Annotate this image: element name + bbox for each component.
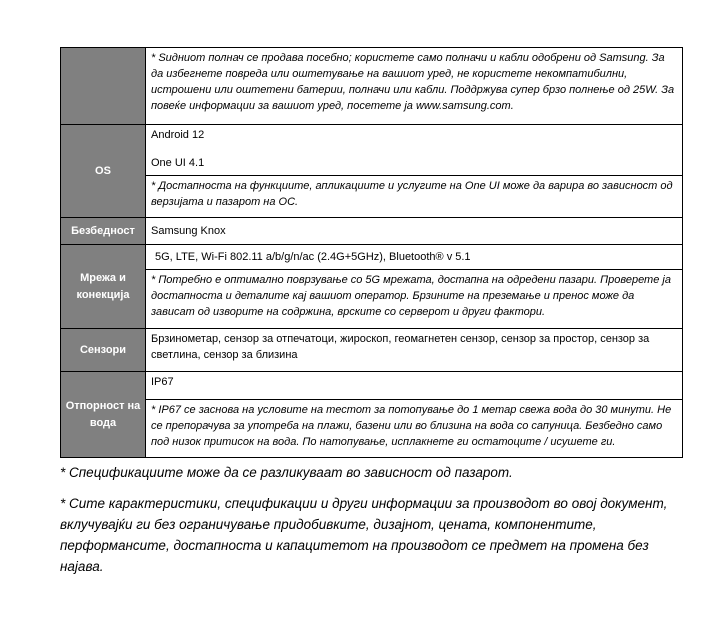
footnotes xyxy=(60,462,690,587)
security-label: Безбедност xyxy=(61,218,146,245)
water-note-row xyxy=(61,400,683,458)
os-label: OS xyxy=(61,125,146,218)
footnote-disclaimer: * Сите карактеристики, спецификации и други информации за производот во овој документ, вклучувајќи ги без ограничување придобивките, дизајнот, цената, компонентите, перформансите, достапноста и капацитетот на производот се предмет на промена без најава. xyxy=(60,496,668,574)
charger-note: * Ѕидниот полнач се продава посебно; користете само полначи и кабли одобрени од Samsung. За да избегнете повреда или оштетување на вашиот уред, не користете некомпатибилни, истрошени или оштетени батерии, полначи или кабли. Поддржува супер брзо полнење од 25W. За повеќе информации за вашиот уред, посетете ја www.samsung.com. xyxy=(146,48,683,125)
charger-label-cell xyxy=(61,48,146,125)
network-row xyxy=(61,245,683,270)
os-note: * Достапноста на функциите, апликациите и услугите на One UI може да варира во зависност од верзијата и пазарот на ОС. xyxy=(146,176,683,218)
water-label: Отпорност на вода xyxy=(61,372,146,458)
network-label: Мрежа и конекција xyxy=(61,245,146,329)
footnote-market: * Спецификациите може да се разликуваат во зависност од пазарот. xyxy=(60,465,513,480)
spec-table xyxy=(60,47,683,458)
security-row xyxy=(61,218,683,245)
os-row xyxy=(61,125,683,176)
water-row xyxy=(61,372,683,400)
os-values xyxy=(146,125,683,176)
os-android: Android 12 xyxy=(151,129,205,141)
os-oneui: One UI 4.1 xyxy=(151,157,205,169)
network-value: 5G, LTE, Wi-Fi 802.11 a/b/g/n/ac (2.4G+5GHz), Bluetooth® v 5.1 xyxy=(146,245,683,270)
sensors-row xyxy=(61,329,683,372)
network-note-row xyxy=(61,270,683,329)
charger-row xyxy=(61,48,683,125)
os-note-row xyxy=(61,176,683,218)
sensors-label: Сензори xyxy=(61,329,146,372)
water-value: IP67 xyxy=(146,372,683,400)
water-note: * IP67 се заснова на условите на тестот за потопување до 1 метар свежа вода до 30 минути. Не се препорачува за употреба на плажи, базени или во близина на вода со сапуница. Безбедно само под низок притисок на вода. По натопување, исплакнете ги остатоците / исушете ги. xyxy=(146,400,683,458)
network-note: * Потребно е оптимално поврзување со 5G мрежата, достапна на одредени пазари. Проверете ја достапноста и деталите кај вашиот оператор. Брзините на преземање и пренос може да зависат од изворите на содржина, врските со серверот и други фактори. xyxy=(146,270,683,329)
security-value: Samsung Knox xyxy=(146,218,683,245)
sensors-value: Брзинометар, сензор за отпечатоци, жироскоп, геомагнетен сензор, сензор за простор, сензор за светлина, сензор за близина xyxy=(146,329,683,372)
